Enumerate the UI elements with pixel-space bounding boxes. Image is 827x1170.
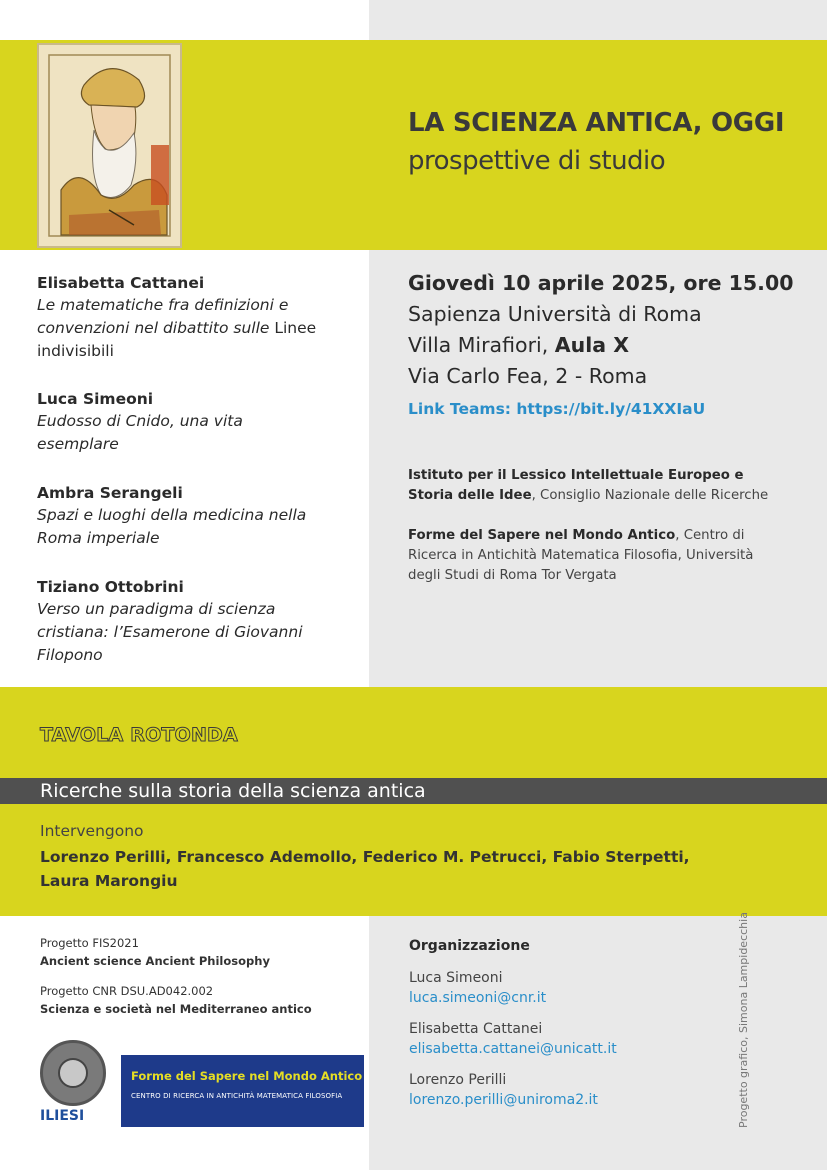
contact-email[interactable]: elisabetta.cattanei@unicatt.it [409, 1041, 617, 1057]
institution-affiliation: , Consiglio Nazionale delle Ricerche [531, 488, 769, 503]
fsma-logo-title: Forme del Sapere nel Mondo Antico [131, 1069, 363, 1083]
scholar-portrait-illustration [39, 45, 180, 246]
speaker-entry [37, 388, 337, 456]
institution-name: Istituto per il Lessico Intellettuale Europeo e Storia delle Idee [408, 468, 744, 503]
institution-name: Forme del Sapere nel Mondo Antico [408, 528, 676, 543]
talk-title: Verso un paradigma di scienza cristiana: l’Esamerone di Giovanni Filopono [37, 600, 303, 664]
project-cnr [40, 982, 312, 1018]
speaker-name: Elisabetta Cattanei [37, 274, 205, 292]
venue-room [408, 333, 629, 357]
contact-name: Luca Simeoni [409, 970, 503, 986]
venue-address: Via Carlo Fea, 2 - Roma [408, 364, 648, 388]
page-title: LA SCIENZA ANTICA, OGGI [408, 108, 785, 138]
project-fis [40, 934, 270, 970]
roundtable-topic: Ricerche sulla storia della scienza antica [40, 780, 426, 802]
speaker-name: Luca Simeoni [37, 390, 154, 408]
speaker-entry [37, 272, 337, 363]
project-code: Progetto CNR DSU.AD042.002 [40, 984, 214, 998]
fsma-logo-subtitle: CENTRO DI RICERCA IN ANTICHITÀ MATEMATICA FILOSOFIA [131, 1092, 343, 1100]
event-date: Giovedì 10 aprile 2025, ore 15.00 [408, 271, 794, 295]
institution-fsma [408, 526, 788, 586]
talk-title: Eudosso di Cnido, una vita esemplare [37, 412, 243, 453]
institution-affiliation: , Centro di Ricerca in Antichità Matematica Filosofia, Università degli Studi di Roma Tor Vergata [408, 528, 754, 583]
fsma-logo [121, 1055, 364, 1127]
venue-building: Villa Mirafiori, [408, 333, 555, 357]
contact-email[interactable]: lorenzo.perilli@uniroma2.it [409, 1092, 598, 1108]
roundtable-participants: Lorenzo Perilli, Francesco Ademollo, Federico M. Petrucci, Fabio Sterpetti, Laura Marongiu [40, 848, 690, 890]
organization-heading: Organizzazione [409, 938, 530, 954]
venue-room-name: Aula X [554, 333, 629, 357]
project-name: Scienza e società nel Mediterraneo antico [40, 1002, 312, 1016]
design-credit: Progetto grafico, Simona Lampidecchia [737, 912, 750, 1128]
project-name: Ancient science Ancient Philosophy [40, 954, 270, 968]
venue-university: Sapienza Università di Roma [408, 302, 702, 326]
contact-name: Elisabetta Cattanei [409, 1021, 543, 1037]
roundtable-intro: Intervengono [40, 822, 144, 840]
project-code: Progetto FIS2021 [40, 936, 139, 950]
speaker-name: Ambra Serangeli [37, 484, 183, 502]
contact-name: Lorenzo Perilli [409, 1072, 507, 1088]
roundtable-label: TAVOLA ROTONDA [40, 724, 238, 746]
institution-iliesi [408, 466, 788, 506]
right-panel-top [369, 0, 827, 40]
talk-title-italic: Le matematiche fra definizioni e convenzioni nel dibattito sulle [37, 296, 289, 337]
seal-center-icon [58, 1058, 88, 1088]
speaker-entry [37, 576, 337, 667]
teams-link[interactable]: Link Teams: https://bit.ly/41XXIaU [408, 400, 706, 418]
page-subtitle: prospettive di studio [408, 146, 666, 176]
talk-title [37, 294, 337, 363]
talk-title-upright: Linee indivisibili [37, 319, 317, 360]
contact-email[interactable]: luca.simeoni@cnr.it [409, 990, 547, 1006]
talk-title: Spazi e luoghi della medicina nella Roma imperiale [37, 506, 307, 547]
speaker-name: Tiziano Ottobrini [37, 578, 184, 596]
iliesi-logo-text: ILIESI [40, 1108, 85, 1124]
portrait-image [37, 43, 182, 248]
speaker-entry [37, 482, 337, 550]
